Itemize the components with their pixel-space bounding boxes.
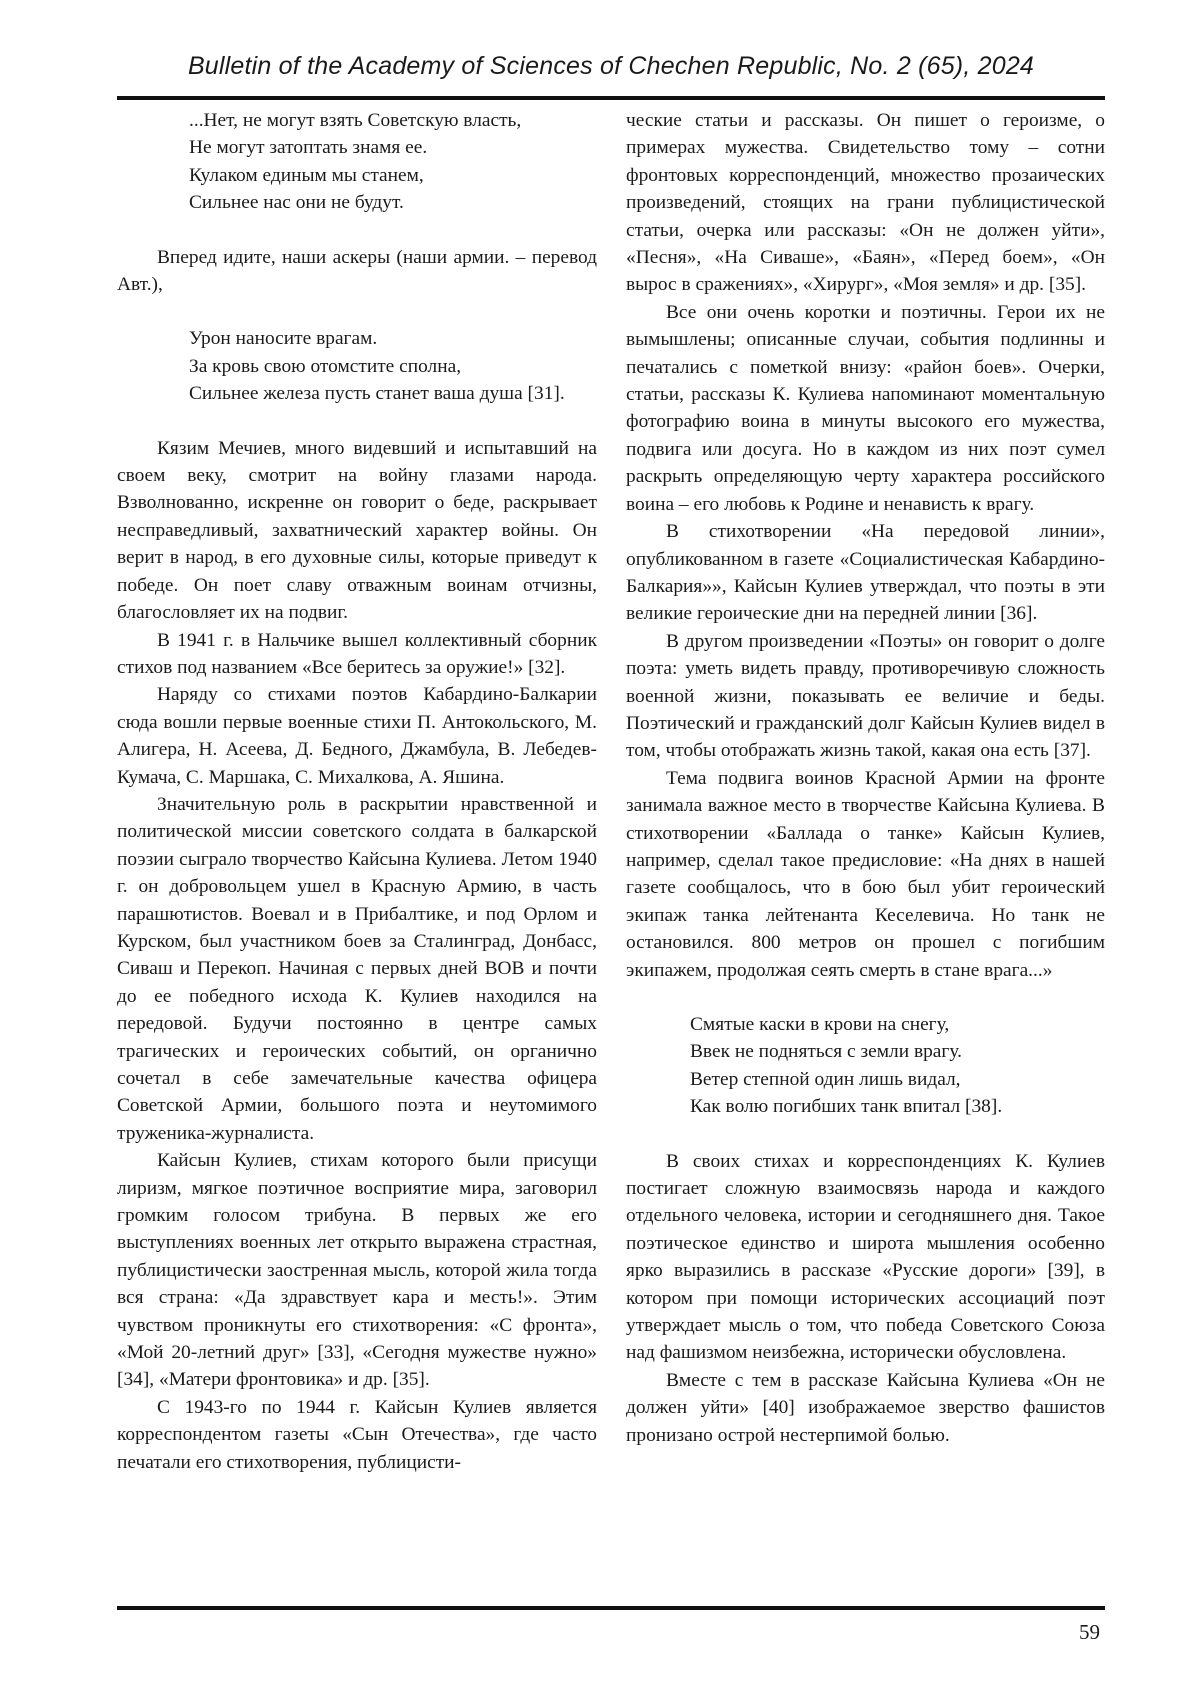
paragraph: С 1943-го по 1944 г. Кайсын Кулиев является корреспондентом газеты «Сын Отечества», где часто печатали его стихотворения, публицисти-: [117, 1396, 597, 1473]
paragraph: Вместе с тем в рассказе Кайсына Кулиева «Он не должен уйти» [40] изображаемое зверство фашистов пронизано острой нестерпимой болью.: [626, 1369, 1105, 1446]
verse-line: Кулаком единым мы станем,: [189, 164, 424, 186]
verse-line: ...Нет, не могут взять Советскую власть,: [189, 110, 522, 131]
footer-rule: [117, 1606, 1105, 1610]
paragraph: В 1941 г. в Нальчике вышел коллективный сборник стихов под названием «Все беритесь за оружие!» [32].: [117, 629, 597, 678]
verse-line: Ветер степной один лишь видал,: [690, 1068, 961, 1090]
paragraph: В другом произведении «Поэты» он говорит о долге поэта: уметь видеть правду, противоречивую сложность военной жизни, показывать ее величие и беды. Поэтический и гражданский долг Кайсын Кулиев видел в том, чтобы отображать жизнь такой, какая она есть [37].: [626, 630, 1105, 762]
paragraph-continued: ческие статьи и рассказы. Он пишет о героизме, о примерах мужества. Свидетельство тому – сотни фронтовых корреспонденций, множество прозаических произведений, стоящих на грани публицистической статьи, очерка или рассказы: «Он не должен уйти», «Песня», «На Сиваше», «Баян», «Перед боем», «Он вырос в сражениях», «Хирург», «Моя земля» и др. [35].: [626, 110, 1105, 296]
paragraph: В своих стихах и корреспонденциях К. Кулиев постигает сложную взаимосвязь народа и каждого отдельного человека, истории и сегодняшнего дня. Такое поэтическое единство и широта мышления особенно ярко выразились в рассказе «Русские дороги» [39], в котором при помощи исторических ассоциаций поэт утверждает мысль о том, что победа Советского Союза над фашизмом неизбежна, исторически обусловлена.: [626, 1150, 1105, 1364]
verse-quotation: [626, 1011, 1105, 1121]
paragraph: Значительную роль в раскрытии нравственной и политической миссии советского солдата в балкарской поэзии сыграло творчество Кайсына Кулиева. Летом 1940 г. он добровольцем ушел в Красную Армию, в часть парашютистов. Воевал и в Прибалтике, и под Орлом и Курском, был участником боев за Сталинград, Донбасс, Сиваш и Перекоп. Начиная с первых дней ВОВ и почти до ее победного исхода К. Кулиев находился на передовой. Будучи постоянно в центре самых трагических и героических событий, он органично сочетал в себе замечательные качества офицера Советской Армии, большого поэта и неутомимого труженика-журналиста.: [117, 793, 597, 1144]
page-number: 59: [1079, 1620, 1100, 1644]
verse-line: Смятые каски в крови на снегу,: [690, 1014, 950, 1035]
verse-line: Урон наносите врагам.: [189, 328, 378, 350]
paragraph: Наряду со стихами поэтов Кабардино-Балкарии сюда вошли первые военные стихи П. Антокольского, М. Алигера, Н. Асеева, Д. Бедного, Джамбула, В. Лебедев-Кумача, С. Маршака, С. Михалкова, А. Яшина.: [117, 684, 597, 788]
verse-line: Не могут затоптать знамя ее.: [189, 137, 428, 159]
paragraph: Кайсын Кулиев, стихам которого были присущи лиризм, мягкое поэтичное восприятие мира, заговорил громким голосом трибуна. В первых же его выступлениях военных лет открыто выражена страстная, публицистически заостренная мысль, которой жила тогда вся страна: «Да здравствует кара и месть!». Этим чувством проникнуты его стихотворения: «С фронта», «Мой 20-летний друг» [33], «Сегодня мужестве нужно» [34], «Матери фронтовика» и др. [35].: [117, 1150, 597, 1391]
verse-quotation: [117, 325, 597, 407]
paragraph: Вперед идите, наши аскеры (наши армии. – перевод Авт.),: [117, 246, 597, 296]
left-column: [117, 107, 597, 1476]
paragraph: Кязим Мечиев, много видевший и испытавший на своем веку, смотрит на войну глазами народа. Взволнованно, искренне он говорит о беде, раскрывает несправедливый, захватнический характер войны. Он верит в народ, в его духовные силы, которые приведут к победе. Он поет славу отважным воинам отчизны, благословляет их на подвиг.: [117, 437, 597, 624]
verse-line: Сильнее железа пусть станет ваша душа [31].: [189, 383, 565, 405]
journal-running-header: Bulletin of the Academy of Sciences of Chechen Republic, No. 2 (65), 2024: [187, 52, 1035, 80]
paragraph: В стихотворении «На передовой линии», опубликованном в газете «Социалистическая Кабардино-Балкария»», Кайсын Кулиев утверждал, что поэты в эти великие героические дни на передней линии [36].: [626, 521, 1105, 625]
verse-line: Сильнее нас они не будут.: [189, 192, 404, 214]
verse-line: Как волю погибших танк впитал [38].: [690, 1096, 1003, 1118]
verse-quotation: [117, 107, 597, 217]
verse-line: Ввек не подняться с земли врагу.: [690, 1041, 962, 1063]
header-rule: [117, 96, 1105, 100]
paragraph: Все они очень коротки и поэтичны. Герои их не вымышлены; описанные случаи, события подлинны и печатались с пометкой внизу: «район боев». Очерки, статьи, рассказы К. Кулиева напоминают моментальную фотографию воина в минуты высокого его мужества, подвига или досуга. Но в каждом из них поэт сумел раскрыть определяющую черту характера российского воина – его любовь к Родине и ненависть к врагу.: [626, 301, 1105, 515]
paragraph: Тема подвига воинов Красной Армии на фронте занимала важное место в творчестве Кайсына Кулиева. В стихотворении «Баллада о танке» Кайсын Кулиев, например, сделал такое предисловие: «На днях в нашей газете сообщалось, что в бою был убит героический экипаж танка лейтенанта Кеселевича. Но танк не остановился. 800 метров он прошел с погибшим экипажем, продолжая сеять смерть в стане врага...»: [626, 767, 1105, 981]
verse-line: За кровь свою отомстите сполна,: [189, 355, 462, 377]
right-column: [626, 107, 1105, 1449]
